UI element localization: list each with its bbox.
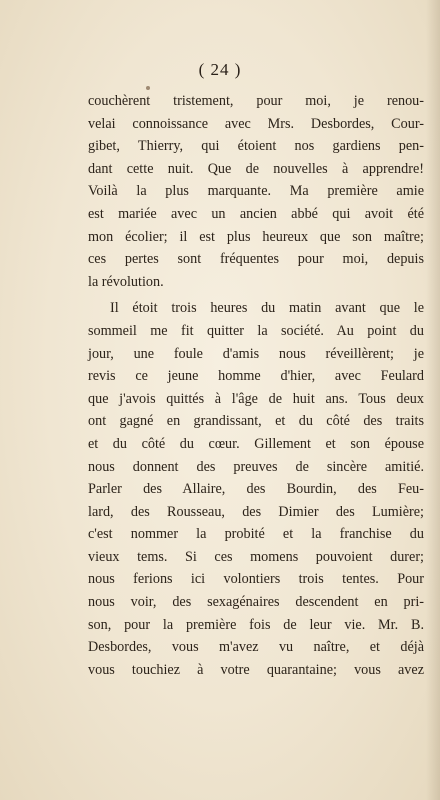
page-number: ( 24 ) (198, 60, 242, 79)
page-edge-shadow (426, 0, 440, 800)
text-line: Voilà la plus marquante. Ma première amie (88, 183, 424, 200)
text-line: lard, des Rousseau, des Dimier des Lumière; (88, 503, 424, 520)
text-line: velai connoissance avec Mrs. Desbordes, Cour- (88, 115, 424, 132)
text-line: Desbordes, vous m'avez vu naître, et déjà (88, 639, 424, 656)
text-line: nous donnent des preuves de sincère amitié. (88, 458, 424, 475)
text-line: son, pour la première fois de leur vie. Mr. B. (88, 616, 424, 633)
text-line: mon écolier; il est plus heureux que son maître; (88, 228, 424, 245)
text-line: la révolution. (88, 273, 164, 290)
text-line: dant cette nuit. Que de nouvelles à apprendre! (88, 160, 424, 177)
paragraph-1 (88, 90, 424, 293)
text-line: c'est nommer la probité et la franchise du (88, 526, 424, 543)
body-text (88, 90, 424, 681)
text-line: revis ce jeune homme d'hier, avec Feulard (88, 368, 424, 385)
text-line: vieux tems. Si ces momens pouvoient durer; (88, 548, 424, 565)
text-line: ces pertes sont fréquentes pour moi, depuis (88, 251, 424, 268)
text-line: sommeil me fit quitter la société. Au point du (88, 322, 424, 339)
text-line: gibet, Thierry, qui étoient nos gardiens pen- (88, 138, 424, 155)
text-line: est mariée avec un ancien abbé qui avoit été (88, 205, 424, 222)
paragraph-2 (88, 297, 424, 681)
text-line: Il étoit trois heures du matin avant que le (110, 300, 424, 317)
text-line: couchèrent tristement, pour moi, je renou- (88, 93, 424, 109)
text-line: jour, une foule d'amis nous réveillèrent; je (88, 345, 424, 362)
text-line: nous ferions ici volontiers trois tentes. Pour (88, 571, 424, 588)
text-line: vous touchiez à votre quarantaine; vous avez (88, 661, 424, 678)
text-line: que j'avois quittés à l'âge de huit ans. Tous deux (88, 390, 424, 407)
text-line: Parler des Allaire, des Bourdin, des Feu- (88, 481, 424, 498)
text-line: ont gagné en grandissant, et du côté des traits (88, 413, 424, 430)
text-line: et du côté du cœur. Gillement et son épouse (88, 435, 424, 452)
text-line: nous voir, des sexagénaires descendent en pri- (88, 594, 424, 611)
